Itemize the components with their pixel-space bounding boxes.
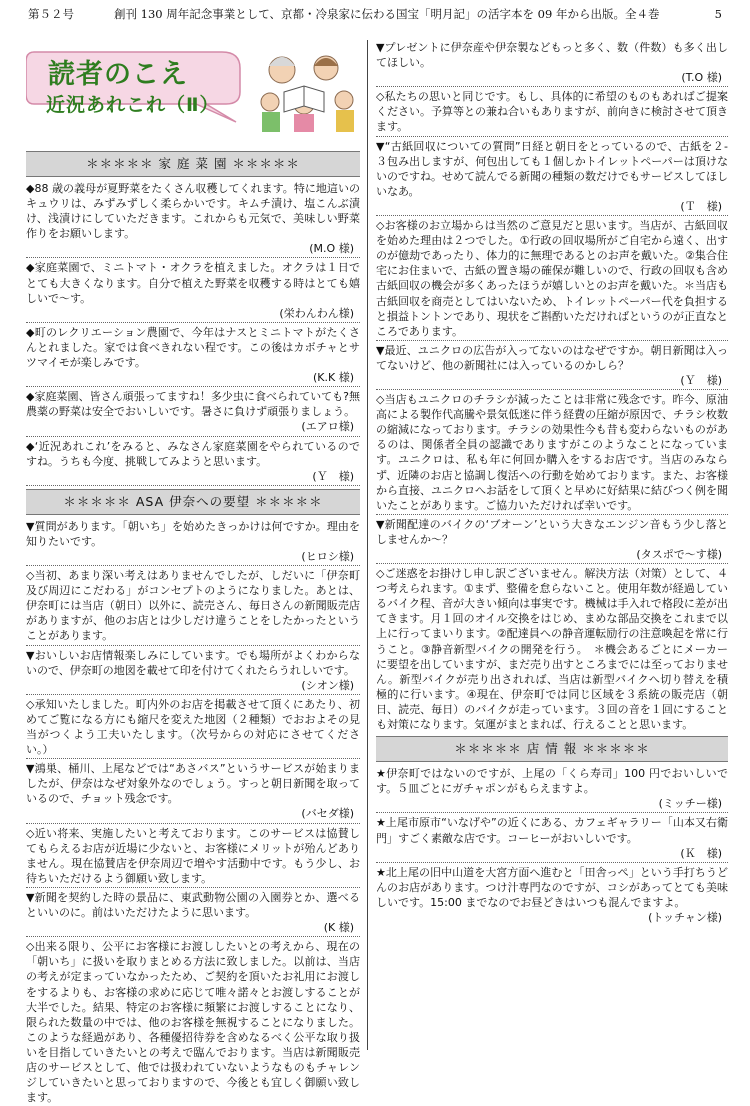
list-item: ◇出来る限り、公平にお客様にお渡ししたいとの考えから、現在の「朝いち」に扱いを取りまとめる方法に致しました。以前は、当店の考えが定まっていなかったため、ご契約を頂いたお礼用にお渡しをするよりも、お客様の求めに応じて唯々諾々とお渡しすることが大半でした。結果、特定のお客様に頻繁にお渡しすることになり、限られた数量の中では、他のお客様を無視することになりました。このような経過があり、各種優招待券を含めなるべく公平な取り扱いを目指していきたいとの考えで臨んでおります。当店は新聞販売店のサービスとして、他では扱われていないようなものもチャレンジしていきたいと思っておりますので、今後とも宜しく御願い致します。 bbox=[26, 940, 360, 1105]
list-item: ★伊奈町ではないのですが、上尾の「くら寿司」100 円でおいしいです。５皿ごとにガチャポンがもらえますよ。 (ミッチー様) bbox=[376, 766, 728, 813]
list-item: ▼鴻巣、桶川、上尾などでは“あさバス”というサービスが始まりましたが、伊奈はなぜ対象外なのでしょう。すっと朝日新聞を取っているので、チョット残念です。 (バセダ様) bbox=[26, 761, 360, 823]
signature: (Ｔ 様) bbox=[680, 199, 722, 213]
page-number: 5 bbox=[714, 7, 722, 21]
signature: (M.O 様) bbox=[309, 242, 354, 256]
list-item: ◇私たちの思いと同じです。もし、具体的に希望のものもあればご提案ください。予算等との兼ね合いもありますが、前向きに検討させて頂きます。 bbox=[376, 89, 728, 136]
section-title: 読者のこえ bbox=[48, 59, 188, 90]
list-item: ▼プレゼントに伊奈産や伊奈製などもっと多く、数（件数）も多く出してほしい。 (T.O 様) bbox=[376, 40, 728, 87]
list-item: ▼最近、ユニクロの広告が入ってないのはなぜですか。朝日新聞は入ってないけど、他の新聞社には入っているのかしら？ (Ｙ 様) bbox=[376, 343, 728, 390]
list-item: ◇近い将来、実施したいと考えております。このサービスは協賛してもらえるお店が近場に少ないと、お客様にメリットが殆んどありません。現在協賛店を伊奈周辺で増やす活動中です。もう少し、お待ちいただけるよう御願い致します。 bbox=[26, 826, 360, 888]
signature: (タスポで～す様) bbox=[636, 548, 722, 561]
signature: (エアロ様) bbox=[301, 420, 354, 434]
list-item: ◇お客様のお立場からは当然のご意見だと思います。当店が、古紙回収を始めた理由は２つでした。①行政の回収場所がご自宅から遠く、出すのが億劫であったり、体力的に無理であるとのお声を戴いた。②集合住宅にお住まいで、古紙の置き場の確保が難しいので、行政の回収も含め古紙回収の機会が多くあったほうが嬉しいとのお声を戴いた。＊当店も古紙回収を商売としてはいないため、トイレットペーパー代を負担すると損益トントンであり、現状をご斟酌いただければというのが正直なところであります。 bbox=[376, 218, 728, 341]
list-item: ▼新聞配達のバイクの‘ブオーン’という大きなエンジン音もう少し落としませんか～？ (タスポで～す様) bbox=[376, 517, 728, 564]
section-heading-shops: ＊＊＊＊＊ 店 情 報 ＊＊＊＊＊ bbox=[376, 736, 728, 762]
list-item: ◆‘近況あれこれ’をみると、みなさん家庭菜園をやられているのですね。うちも今度、挑戦してみようと思います。 (Ｙ 様) bbox=[26, 439, 360, 486]
list-item: ▼“古紙回収についての質問”日経と朝日をとっているので、古紙を２-３包み出しますが、何包出しても１個しかトイレットペーパーは頂けないのですね。せめて読んでる新聞の種類の数だけでもサービスしてほしいなあ。 (Ｔ 様) bbox=[376, 139, 728, 216]
list-item: ◆88 歳の義母が夏野菜をたくさん収穫してくれます。特に地這いのキュウリは、みずみずしく柔らかいです。キムチ漬け、塩こんぶ漬け、浅漬けにしていただきます。これからも元気で、美味しい野菜作りをお願いします。 (M.O 様) bbox=[26, 181, 360, 258]
title-block bbox=[26, 40, 360, 148]
section-heading-garden: ＊＊＊＊＊ 家 庭 菜 園 ＊＊＊＊＊ bbox=[26, 151, 360, 177]
list-item: ▼新聞を契約した時の景品に、東武動物公園の入園券とか、選べるといいのに。前はいただけたように思います。 (K 様) bbox=[26, 890, 360, 937]
signature: (Ｙ 様) bbox=[680, 373, 722, 387]
signature: (栄わんわん様) bbox=[279, 306, 354, 320]
signature: (ヒロシ様) bbox=[301, 549, 354, 563]
shops-list bbox=[376, 766, 728, 926]
list-item: ★上尾市原市“いなげや”の近くにある、カフェギャラリー「山本又右衛門」すごく素敵な店です。コーヒーがおいしいです。 (Ｋ 様) bbox=[376, 815, 728, 862]
list-item: ◇承知いたしました。町内外のお店を掲載させて頂くにあたり、初めてご覧になる方にも縮尺を変えた地図（２種類）でおおよその見当がつくよう工夫いたします。（次号からの対応にさせてください。） bbox=[26, 697, 360, 759]
signature: (シオン様) bbox=[301, 678, 354, 692]
left-column bbox=[26, 40, 360, 1105]
signature: (ミッチー様) bbox=[658, 797, 722, 811]
list-item: ◆町のレクリエーション農園で、今年はナスとミニトマトがたくさんとれました。家では食べきれない程です。この後はカボチャとサツマイモが楽しみです。 (K.K 様) bbox=[26, 325, 360, 387]
header-note: 創刊 130 周年記念事業として、京都・冷泉家に伝わる国宝「明月記」の活字本を 09 年から出版。全４巻 bbox=[114, 7, 660, 21]
list-item: ◇当店もユニクロのチラシが減ったことは非常に残念です。昨今、原油高による製作代高騰や景気低迷に伴う経費の圧縮が原因で、チラシ枚数の縮減になっております。チラシの効果性今も昔も変わらないものがあるのは、関係者全員の認識でありますがこのようなことになっています。ユニクロは、私も年に何回か購入をするお店です。当店のみならず、近隣のお店と協調し復活への行動を始めております。また、お客様から直接、ユニクロへお話をして頂くと早めに好結果に結びつく例を聞いたことがあります。ご協力いただければ幸いです。 bbox=[376, 392, 728, 515]
signature: (K.K 様) bbox=[312, 371, 354, 385]
right-column bbox=[376, 40, 728, 1050]
signature: (トッチャン様) bbox=[648, 910, 722, 924]
list-item: ◇当初、あまり深い考えはありませんでしたが、しだいに「伊奈町及び周辺にこだわる」がコンセプトのようになりました。あとは、伊奈町には当店（朝日）以外に、読売さん、毎日さんの新聞販売店がありますが、他のお店とは少しだけ違うことをしたかったということがあります。 bbox=[26, 568, 360, 645]
signature: (バセダ様) bbox=[301, 807, 354, 821]
issue-number: 第５２号 bbox=[28, 7, 74, 21]
column-divider bbox=[367, 40, 368, 1050]
family-reading-illustration-icon bbox=[248, 40, 360, 140]
list-item: ◆家庭菜園、皆さん頑張ってますね！多少虫に食べられていても?無農薬の野菜は安全でおいしいです。暑さに負けず頑張りましょう。 (エアロ様) bbox=[26, 389, 360, 436]
section-heading-asa: ＊＊＊＊＊ ASA 伊奈への要望 ＊＊＊＊＊ bbox=[26, 489, 360, 515]
page-header bbox=[28, 4, 722, 24]
list-item: ◆家庭菜園で、ミニトマト・オクラを植えました。オクラは１日でとても大きくなります。自分で植えた野菜を収穫する時はとても嬉しいで～す。 (栄わんわん様) bbox=[26, 260, 360, 322]
list-item: ▼おいしいお店情報楽しみにしています。でも場所がよくわからないので、伊奈町の地図を載せて印を付けてくれたらうれしいです。 (シオン様) bbox=[26, 648, 360, 695]
signature: (K 様) bbox=[323, 921, 354, 935]
signature: (Ｙ 様) bbox=[312, 469, 354, 483]
list-item: ▼質問があります。「朝いち」を始めたきっかけは何ですか。理由を知りたいです。 (ヒロシ様) bbox=[26, 519, 360, 566]
list-item: ★北上尾の旧中山道を大宮方面へ進むと「田舎っぺ」という手打ちうどんのお店があります。つけ汁専門なのですが、コシがあってとても美味しいです。15:00 までなのでお昼どきはいつも混んでますよ。 (トッチャン様) bbox=[376, 865, 728, 924]
garden-list bbox=[26, 181, 360, 486]
section-subtitle: 近況あれこれ（Ⅱ） bbox=[46, 94, 220, 116]
list-item: ◇ご迷惑をお掛けし申し訳ございません。解決方法（対策）として、４つ考えられます。①まず、整備を怠らないこと。使用年数が経過しているバイク程、音が大きい傾向は事実です。機械は手入れで格段に差が出てきます。月１回のオイル交換をはじめ、まめな部品交換をこれまで以上に行ってまいります。②配達員への静音運転励行の注意喚起を常に行うこと。③静音新型バイクの開発を行う。 ＊機会あるごとにメーカーに要望を出していますが、まだ売り出すところまでには至っておりません。新型バイクが売り出されれば、当店は新型バイクへ切り替えを積極的に行います。④現在、伊奈町では同じ区域を３系統の販売店（朝日、読売、毎日）のバイクが走っています。３回の音を１回にすることも対策になります。気運がまとまれば、行えることと思います。 bbox=[376, 567, 728, 732]
requests-list bbox=[376, 40, 728, 733]
asa-list bbox=[26, 519, 360, 1106]
signature: (Ｋ 様) bbox=[680, 846, 722, 860]
signature: (T.O 様) bbox=[681, 71, 722, 85]
